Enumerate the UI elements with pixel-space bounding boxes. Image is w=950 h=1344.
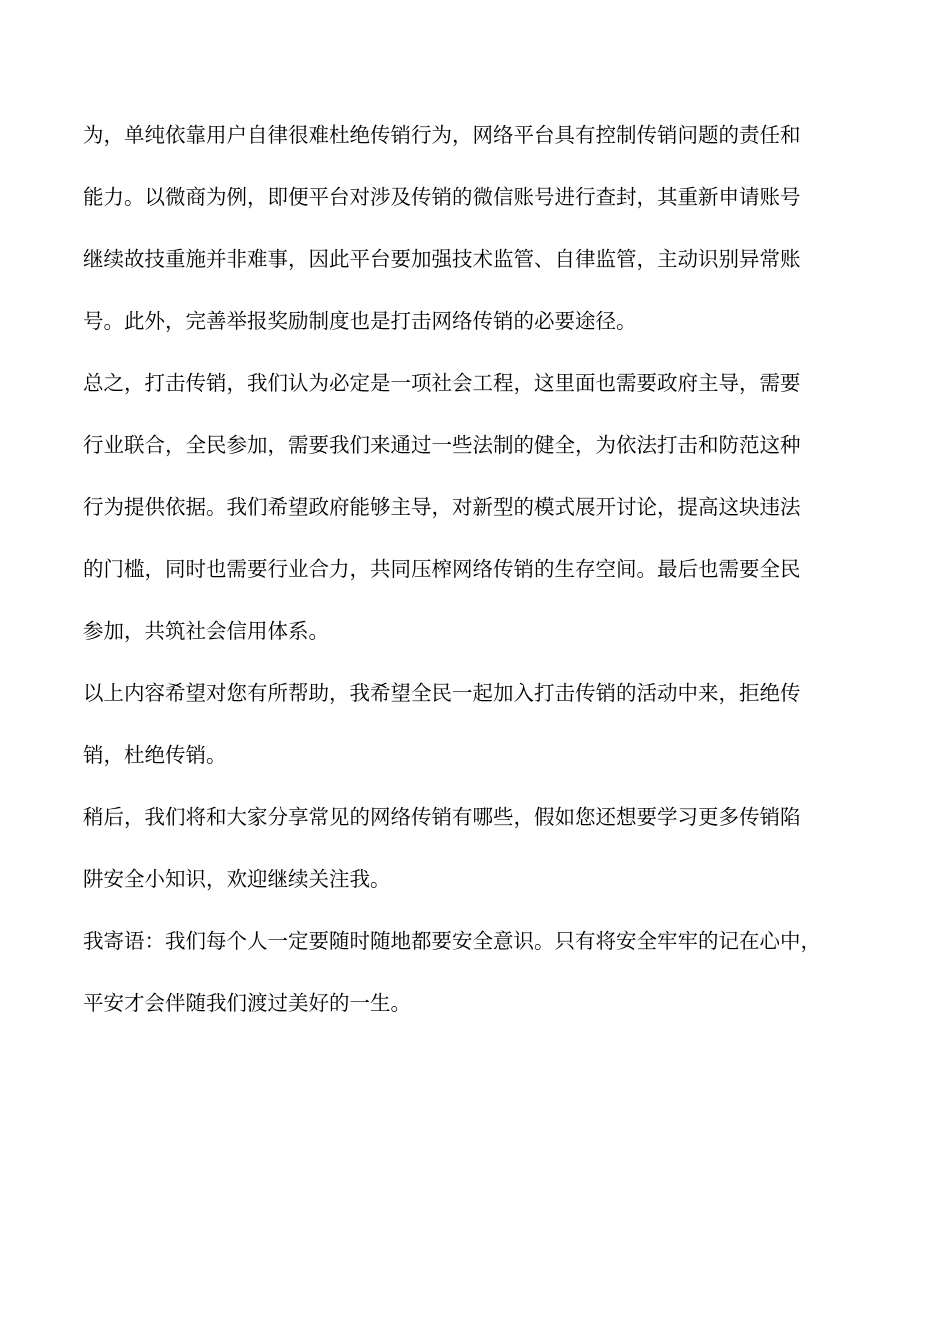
paragraph-hope: [83, 662, 873, 786]
text-line: 的门槛，同时也需要行业合力，共同压榨网络传销的生存空间。最后也需要全民: [83, 557, 801, 581]
text-line: 以上内容希望对您有所帮助，我希望全民一起加入打击传销的活动中来，拒绝传: [83, 681, 801, 705]
text-line: 继续故技重施并非难事，因此平台要加强技术监管、自律监管，主动识别异常账: [83, 247, 801, 271]
document-body: [83, 104, 873, 1034]
text-line: 行业联合，全民参加，需要我们来通过一些法制的健全，为依法打击和防范这种: [83, 433, 801, 457]
text-line: 总之，打击传销，我们认为必定是一项社会工程，这里面也需要政府主导，需要: [83, 371, 801, 395]
paragraph-social-engineering: [83, 352, 873, 662]
text-line: 能力。以微商为例，即便平台对涉及传销的微信账号进行查封，其重新申请账号: [83, 185, 801, 209]
text-line: 行为提供依据。我们希望政府能够主导，对新型的模式展开讨论，提高这块违法: [83, 495, 801, 519]
text-line: 稍后，我们将和大家分享常见的网络传销有哪些，假如您还想要学习更多传销陷: [83, 805, 801, 829]
text-line: 我寄语：我们每个人一定要随时随地都要安全意识。只有将安全牢牢的记在心中，: [83, 929, 821, 953]
text-line: 为，单纯依靠用户自律很难杜绝传销行为，网络平台具有控制传销问题的责任和: [83, 123, 801, 147]
paragraph-follow-up: [83, 786, 873, 910]
text-line: 号。此外，完善举报奖励制度也是打击网络传销的必要途径。: [83, 309, 637, 333]
paragraph-platform-responsibility: [83, 104, 873, 352]
text-line: 阱安全小知识，欢迎继续关注我。: [83, 867, 391, 891]
text-line: 参加，共筑社会信用体系。: [83, 619, 329, 643]
paragraph-closing-message: [83, 910, 873, 1034]
text-line: 销，杜绝传销。: [83, 743, 227, 767]
text-line: 平安才会伴随我们渡过美好的一生。: [83, 991, 411, 1015]
